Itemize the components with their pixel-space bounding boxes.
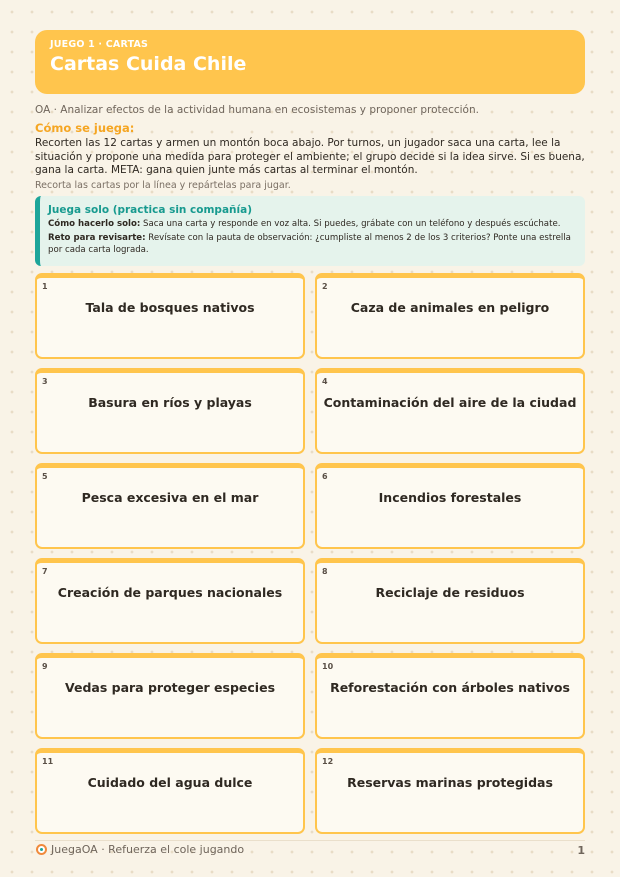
- footer-divider: [35, 840, 585, 841]
- card: [35, 748, 305, 834]
- card-number: 12: [322, 757, 334, 766]
- card-text: Vedas para proteger especies: [64, 680, 276, 695]
- solo-title: Juega solo (practica sin compañía): [48, 204, 252, 216]
- how-to-heading: Cómo se juega:: [35, 121, 135, 135]
- card: [35, 463, 305, 549]
- card-number: 11: [42, 757, 54, 766]
- card-number: 9: [42, 662, 48, 671]
- card-number: 4: [322, 377, 328, 386]
- brand-logo-icon: [36, 844, 47, 855]
- card-text: Incendios forestales: [378, 490, 522, 505]
- card-number: 7: [42, 567, 48, 576]
- card: [315, 653, 585, 739]
- footer-brand: JuegaOA · Refuerza el cole jugando: [51, 843, 245, 856]
- solo-how-label: Cómo hacerlo solo:: [48, 219, 141, 229]
- card-number: 8: [322, 567, 328, 576]
- header-banner: [35, 30, 585, 94]
- card-text: Pesca excesiva en el mar: [81, 490, 259, 505]
- solo-how-text: Saca una carta y responde en voz alta. Si puedes, grábate con un teléfono y después escúchate.: [140, 219, 561, 229]
- card-text: Reforestación con árboles nativos: [330, 680, 570, 695]
- card-number: 6: [322, 472, 328, 481]
- solo-check-text: Revísate con la pauta de observación: ¿cumpliste al menos 2 de los 3 criterios? Ponte una estrella por cada carta lograda.: [48, 233, 571, 255]
- card-text: Caza de animales en peligro: [350, 300, 550, 315]
- card: [315, 273, 585, 359]
- learning-objective: OA · Analizar efectos de la actividad humana en ecosistemas y proponer protección.: [35, 104, 479, 116]
- card-text: Reciclaje de residuos: [375, 585, 525, 600]
- card-number: 1: [42, 282, 48, 291]
- page-number: 1: [577, 844, 585, 857]
- cut-note: Recorta las cartas por la línea y repártelas para jugar.: [35, 180, 291, 191]
- solo-how-line: [48, 218, 575, 230]
- card: [35, 368, 305, 454]
- card: [315, 368, 585, 454]
- card: [35, 273, 305, 359]
- card-text: Contaminación del aire de la ciudad: [323, 395, 577, 410]
- solo-play-box: [35, 196, 585, 266]
- card: [315, 558, 585, 644]
- card-text: Reservas marinas protegidas: [347, 775, 553, 790]
- card: [315, 463, 585, 549]
- game-kicker: JUEGO 1 · CARTAS: [50, 39, 149, 50]
- solo-check-label: Reto para revisarte:: [48, 233, 146, 243]
- card-number: 3: [42, 377, 48, 386]
- card-text: Creación de parques nacionales: [57, 585, 283, 600]
- card-number: 5: [42, 472, 48, 481]
- page-title: Cartas Cuida Chile: [50, 53, 247, 75]
- card-text: Tala de bosques nativos: [85, 300, 255, 315]
- card: [315, 748, 585, 834]
- solo-check-line: [48, 232, 575, 256]
- card-text: Basura en ríos y playas: [88, 395, 252, 410]
- card-number: 2: [322, 282, 328, 291]
- card: [35, 558, 305, 644]
- card-text: Cuidado del agua dulce: [87, 775, 253, 790]
- card-number: 10: [322, 662, 334, 671]
- card: [35, 653, 305, 739]
- rules-text: Recorten las 12 cartas y armen un montón boca abajo. Por turnos, un jugador saca una carta, lee la situación y propone una medida para proteger el ambiente; el grupo decide si la idea sirve. Si es buena, gana la carta. META: gana quien junte más cartas al terminar el montón.: [35, 137, 585, 176]
